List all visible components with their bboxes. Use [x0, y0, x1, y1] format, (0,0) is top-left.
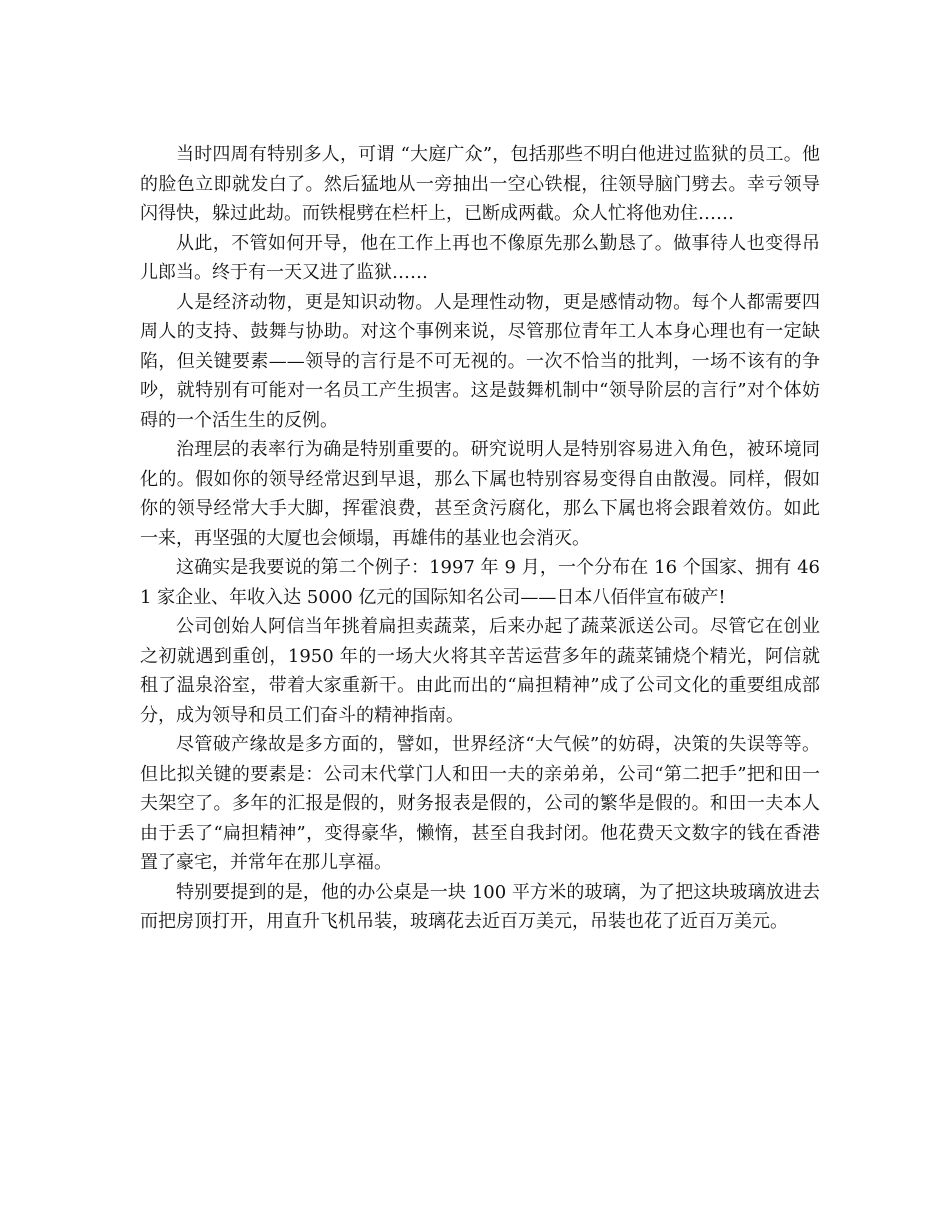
- body-text: [140, 140, 820, 937]
- paragraph-4: 治理层的表率行为确是特别重要的。研究说明人是特别容易进入角色，被环境同化的。假如你的领导经常迟到早退，那么下属也特别容易变得自由散漫。同样，假如你的领导经常大手大脚，挥霍浪费，甚至贪污腐化，那么下属也将会跟着效仿。如此一来，再坚强的大厦也会倾塌，再雄伟的基业也会消灭。: [140, 439, 820, 549]
- paragraph-7: 尽管破产缘故是多方面的，譬如，世界经济“大气候”的妨碍，决策的失误等等。但比拟关键的要素是：公司末代掌门人和田一夫的亲弟弟，公司“第二把手”把和田一夫架空了。多年的汇报是假的，财务报表是假的，公司的繁华是假的。和田一夫本人由于丢了“扁担精神”，变得豪华，懒惰，甚至自我封闭。他花费天文数字的钱在香港置了豪宅，并常年在那儿享福。: [140, 734, 820, 873]
- paragraph-5: 这确实是我要说的第二个例子：1997 年 9 月，一个分布在 16 个国家、拥有 461 家企业、年收入达 5000 亿元的国际知名公司——日本八佰伴宣布破产!: [140, 557, 820, 608]
- paragraph-1: 当时四周有特别多人，可谓 “大庭广众”，包括那些不明白他进过监狱的员工。他的脸色立即就发白了。然后猛地从一旁抽出一空心铁棍，往领导脑门劈去。幸亏领导闪得快，躲过此劫。而铁棍劈在栏杆上，已断成两截。众人忙将他劝住……: [140, 144, 820, 224]
- paragraph-3: 人是经济动物，更是知识动物。人是理性动物，更是感情动物。每个人都需要四周人的支持、鼓舞与协助。对这个事例来说，尽管那位青年工人本身心理也有一定缺陷，但关键要素——领导的言行是不可无视的。一次不恰当的批判，一场不该有的争吵，就特别有可能对一名员工产生损害。这是鼓舞机制中“领导阶层的言行”对个体妨碍的一个活生生的反例。: [140, 291, 820, 431]
- paragraph-6: 公司创始人阿信当年挑着扁担卖蔬菜，后来办起了蔬菜派送公司。尽管它在创业之初就遇到重创，1950 年的一场大火将其辛苦运营多年的蔬菜铺烧个精光，阿信就租了温泉浴室，带着大家重新干。由此而出的“扁担精神”成了公司文化的重要组成部分，成为领导和员工们奋斗的精神指南。: [140, 616, 820, 726]
- paragraph-2: 从此，不管如何开导，他在工作上再也不像原先那么勤恳了。做事待人也变得吊儿郎当。终于有一天又进了监狱……: [140, 232, 820, 283]
- paragraph-8: 特别要提到的是，他的办公桌是一块 100 平方米的玻璃，为了把这块玻璃放进去而把房顶打开，用直升飞机吊装，玻璃花去近百万美元，吊装也花了近百万美元。: [140, 881, 820, 932]
